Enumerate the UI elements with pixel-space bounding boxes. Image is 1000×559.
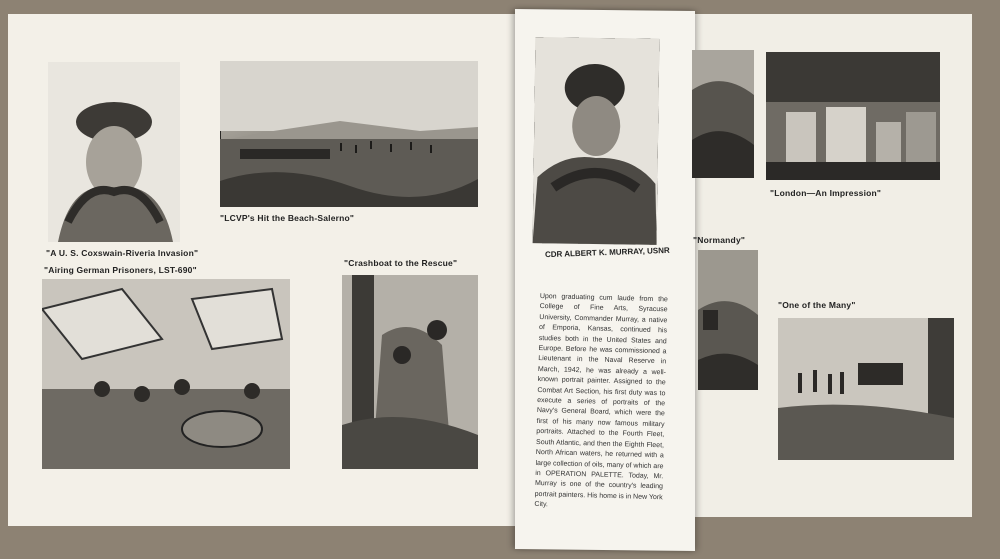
caption-one-of-the-many: "One of the Many" <box>778 300 856 310</box>
one-of-the-many-image <box>778 318 954 460</box>
artist-portrait-image <box>533 37 660 245</box>
caption-normandy: "Normandy" <box>693 235 746 245</box>
lcvp-beach-salerno-image <box>220 61 478 207</box>
artist-name: CDR ALBERT K. MURRAY, USNR <box>544 245 670 260</box>
crashboat-rescue-image <box>342 275 478 469</box>
caption-coxswain: "A U. S. Coxswain-Riveria Invasion" <box>46 248 199 258</box>
caption-london: "London—An Impression" <box>770 188 882 198</box>
artist-biography: Upon graduating cum laude from the College of Fine Arts, Syracuse University, Commander Murray, a native of Emporia, Kansas, continued his studies both in the United States and Europe. Before he was commissioned a Lieutenant in the Naval Reserve in March, 1942, he was already a well-known portrait painter. Assigned to the Combat Art Section, his first duty was to execute a series of portraits of the Navy's General Board, which were the first of his many now famous military portraits. Attached to the Fourth Fleet, South Atlantic, and then the Eighth Fleet, North African waters, he returned with a large collection of oils, many of which are in OPERATION PALETTE. Today, Mr. Murray is one of the country's leading portrait painters. His home is in New York City. <box>534 292 668 509</box>
caption-lcvp: "LCVP's Hit the Beach-Salerno" <box>220 213 355 223</box>
seascape-image <box>692 50 754 178</box>
coxswain-portrait-image <box>48 62 180 242</box>
caption-prisoners: "Airing German Prisoners, LST-690" <box>44 265 197 275</box>
airing-german-prisoners-image <box>42 279 290 469</box>
normandy-image <box>698 250 758 390</box>
caption-crashboat: "Crashboat to the Rescue" <box>344 258 458 268</box>
london-impression-image <box>766 52 940 180</box>
